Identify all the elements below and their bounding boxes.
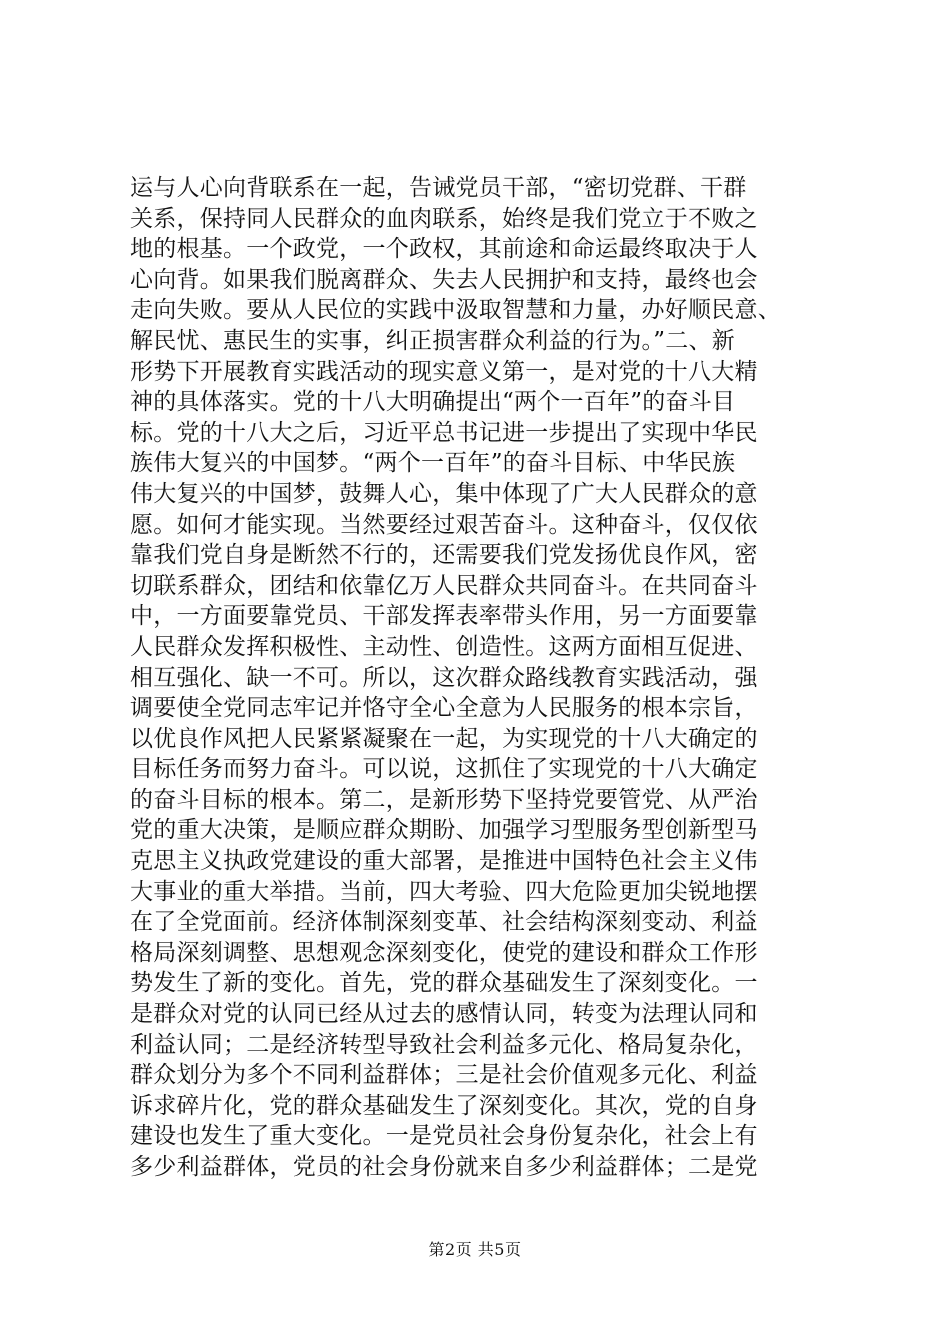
text-line: 势发生了新的变化。首先，党的群众基础发生了深刻变化。一 <box>130 970 758 997</box>
text-line: 群众划分为多个不同利益群体；三是社会价值观多元化、利益 <box>130 1062 758 1089</box>
text-line: 大事业的重大举措。当前，四大考验、四大危险更加尖锐地摆 <box>130 878 758 905</box>
text-line: 地的根基。一个政党，一个政权，其前途和命运最终取决于人 <box>130 236 758 263</box>
text-line: 愿。如何才能实现。当然要经过艰苦奋斗。这种奋斗，仅仅依 <box>130 511 758 538</box>
text-line: 解民忧、惠民生的实事，纠正损害群众利益的行为。”二、新 <box>130 327 736 354</box>
text-line: 格局深刻调整、思想观念深刻变化，使党的建设和群众工作形 <box>130 939 758 966</box>
text-line: 党的重大决策，是顺应群众期盼、加强学习型服务型创新型马 <box>130 817 758 844</box>
text-line: 伟大复兴的中国梦，鼓舞人心，集中体现了广大人民群众的意 <box>130 480 758 507</box>
text-line: 利益认同；二是经济转型导致社会利益多元化、格局复杂化， <box>130 1031 758 1058</box>
text-line: 相互强化、缺一不可。所以，这次群众路线教育实践活动，强 <box>130 664 758 691</box>
text-line: 调要使全党同志牢记并恪守全心全意为人民服务的根本宗旨， <box>130 695 758 722</box>
text-line: 关系，保持同人民群众的血肉联系，始终是我们党立于不败之 <box>130 205 758 232</box>
text-line: 中，一方面要靠党员、干部发挥表率带头作用，另一方面要靠 <box>130 603 758 630</box>
text-line: 以优良作风把人民紧紧凝聚在一起，为实现党的十八大确定的 <box>130 725 758 752</box>
page-footer: 第2页 共5页 <box>428 1240 522 1259</box>
text-line: 人民群众发挥积极性、主动性、创造性。这两方面相互促进、 <box>130 633 758 660</box>
text-line: 是群众对党的认同已经从过去的感情认同，转变为法理认同和 <box>130 1001 758 1028</box>
text-line: 族伟大复兴的中国梦。“两个一百年”的奋斗目标、中华民族 <box>130 450 736 477</box>
body-text <box>130 173 830 1183</box>
text-line: 神的具体落实。党的十八大明确提出“两个一百年”的奋斗目 <box>130 389 736 416</box>
text-line: 标。党的十八大之后，习近平总书记进一步提出了实现中华民 <box>130 419 758 446</box>
text-line: 目标任务而努力奋斗。可以说，这抓住了实现党的十八大确定 <box>130 756 758 783</box>
text-line: 运与人心向背联系在一起，告诫党员干部，“密切党群、干群 <box>130 175 747 201</box>
text-line: 的奋斗目标的根本。第二，是新形势下坚持党要管党、从严治 <box>130 786 758 813</box>
text-line: 建设也发生了重大变化。一是党员社会身份复杂化，社会上有 <box>130 1123 758 1150</box>
text-line: 多少利益群体，党员的社会身份就来自多少利益群体；二是党 <box>130 1154 758 1180</box>
text-line: 形势下开展教育实践活动的现实意义第一，是对党的十八大精 <box>130 358 758 385</box>
text-line: 心向背。如果我们脱离群众、失去人民拥护和支持，最终也会 <box>130 266 758 293</box>
text-line: 靠我们党自身是断然不行的，还需要我们党发扬优良作风，密 <box>130 542 758 569</box>
text-line: 克思主义执政党建设的重大部署，是推进中国特色社会主义伟 <box>130 848 758 875</box>
text-line: 切联系群众，团结和依靠亿万人民群众共同奋斗。在共同奋斗 <box>130 572 758 599</box>
text-line: 诉求碎片化，党的群众基础发生了深刻变化。其次，党的自身 <box>130 1092 758 1119</box>
text-line: 走向失败。要从人民位的实践中汲取智慧和力量，办好顺民意、 <box>130 297 781 324</box>
text-line: 在了全党面前。经济体制深刻变革、社会结构深刻变动、利益 <box>130 909 758 936</box>
